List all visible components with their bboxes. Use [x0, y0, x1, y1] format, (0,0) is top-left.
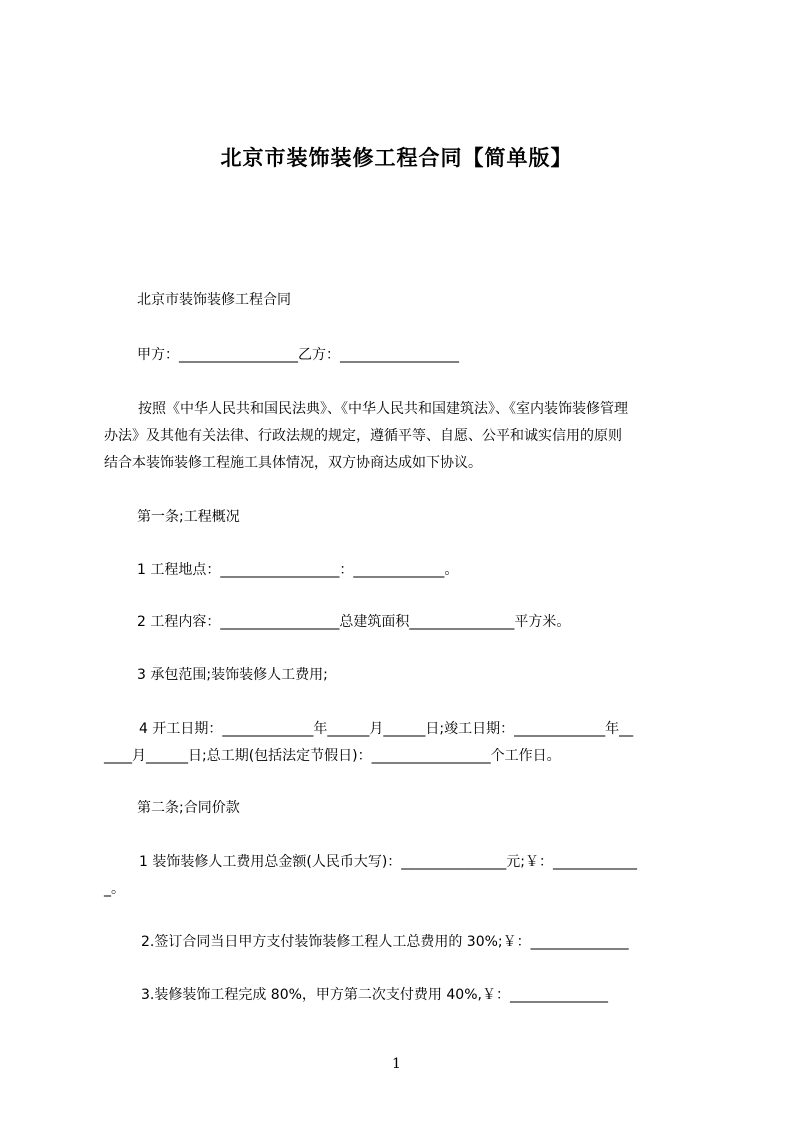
article-1-item-4-line-1: 4 开工日期：_____________年______月______日;竣工日期：_____________年__ [139, 721, 634, 737]
article-2-heading: 第二条;合同价款 [137, 800, 240, 816]
article-2-item-1-line-2: _。 [104, 881, 125, 897]
preamble-line-2: 办法》及其他有关法律、行政法规的规定，遵循平等、自愿、公平和诚实信用的原则 [104, 428, 622, 444]
article-1-heading: 第一条;工程概况 [137, 509, 240, 525]
contract-subtitle: 北京市装饰装修工程合同 [137, 292, 291, 308]
article-1-item-4-line-2: ____月______日;总工期(包括法定节假日)：_________________个工作日。 [104, 748, 561, 764]
article-1-item-1: 1 工程地点：_________________：_____________。 [137, 562, 459, 578]
document-title: 北京市装饰装修工程合同【简单版】 [220, 146, 573, 170]
preamble-line-3: 结合本装饰装修工程施工具体情况，双方协商达成如下协议。 [104, 455, 482, 471]
page-number: 1 [392, 1056, 401, 1072]
article-1-item-2: 2 工程内容：_________________总建筑面积_______________平方米。 [137, 614, 571, 630]
parties-line: 甲方：_________________乙方：_________________ [137, 347, 459, 363]
article-2-item-1-line-1: 1 装饰装修人工费用总金额(人民币大写)：_______________元;￥：____________ [139, 854, 637, 870]
article-2-item-2: 2.签订合同当日甲方支付装饰装修工程人工总费用的 30%;￥：______________ [141, 934, 629, 950]
article-1-item-3: 3 承包范围;装饰装修人工费用; [137, 667, 328, 683]
article-2-item-3: 3.装修装饰工程完成 80%，甲方第二次支付费用 40%,￥：______________ [141, 987, 608, 1003]
preamble-line-1: 按照《中华人民共和国民法典》、《中华人民共和国建筑法》、《室内装饰装修管理 [138, 401, 628, 417]
